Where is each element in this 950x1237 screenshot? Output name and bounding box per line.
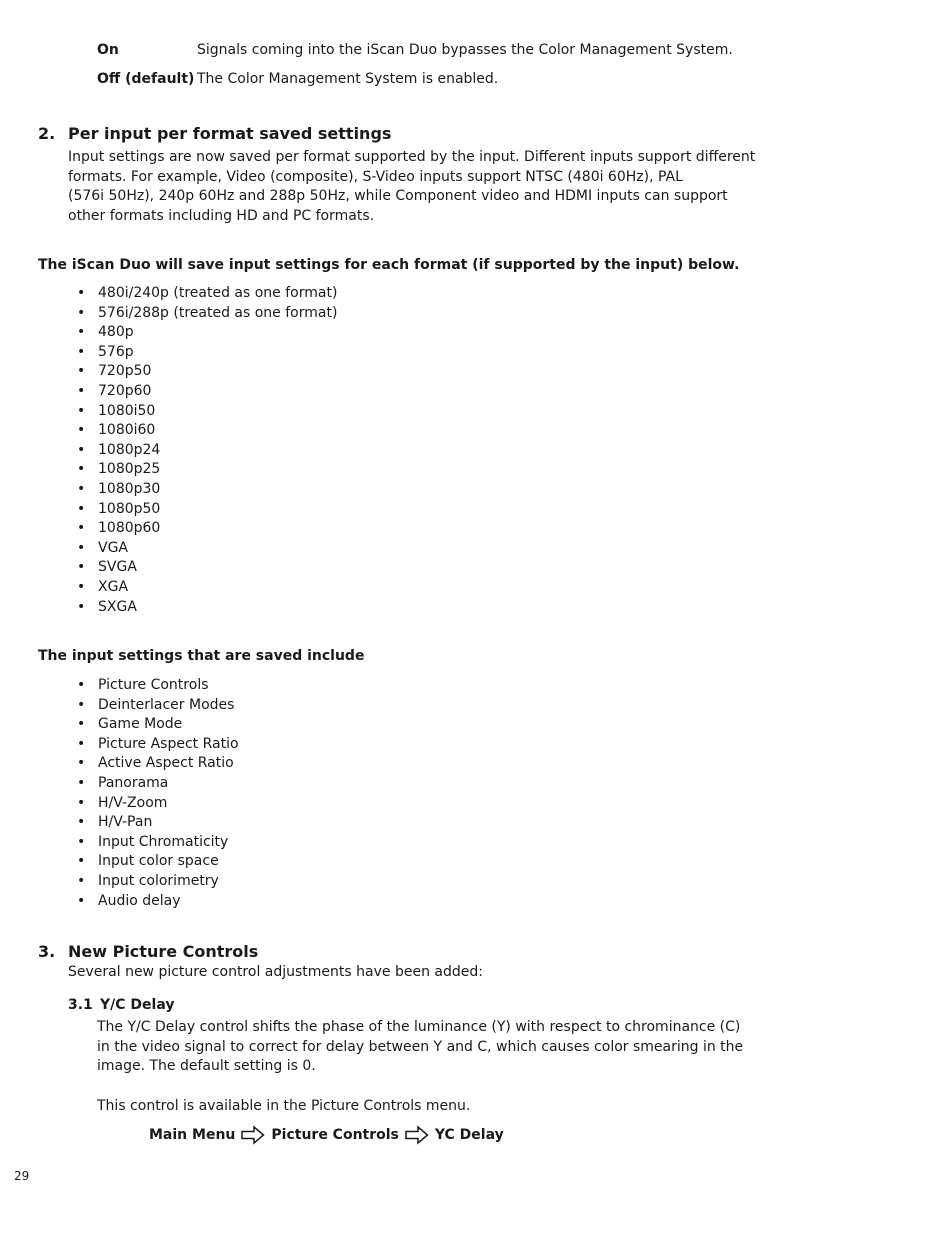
list-item: • Game Mode xyxy=(77,715,239,735)
formats-list xyxy=(77,284,337,617)
list-item: • 1080p60 xyxy=(77,519,337,539)
list-item: • Input colorimetry xyxy=(77,872,239,892)
section-2-paragraph xyxy=(68,148,755,226)
page-number: 29 xyxy=(14,1169,30,1183)
list-item: • 480i/240p (treated as one format) xyxy=(77,284,337,304)
list-item: • 720p50 xyxy=(77,362,337,382)
section-3-title: New Picture Controls xyxy=(68,942,259,961)
settings-list xyxy=(77,676,239,911)
list-item: • Input color space xyxy=(77,852,239,872)
subsection-number: 3.1 xyxy=(68,997,93,1013)
list-item: • Active Aspect Ratio xyxy=(77,754,239,774)
menu-path xyxy=(149,1125,504,1145)
menu-path-step: Main Menu xyxy=(149,1127,236,1143)
list-item: • H/V-Zoom xyxy=(77,794,239,814)
list-item: • H/V-Pan xyxy=(77,813,239,833)
list-item: • 1080p24 xyxy=(77,441,337,461)
list-item: • 480p xyxy=(77,323,337,343)
list-item: • 720p60 xyxy=(77,382,337,402)
list-item: • 1080p30 xyxy=(77,480,337,500)
list-item: • 1080p25 xyxy=(77,460,337,480)
list-item: • Picture Controls xyxy=(77,676,239,696)
menu-path-step: Picture Controls xyxy=(271,1127,399,1143)
subsection-paragraph xyxy=(97,1018,743,1077)
section-2-number: 2. xyxy=(38,124,56,143)
list-item: • Input Chromaticity xyxy=(77,833,239,853)
list-item: • VGA xyxy=(77,539,337,559)
paragraph-line: in the video signal to correct for delay between Y and C, which causes color smearing in the xyxy=(97,1038,744,1055)
right-arrow-outline-icon xyxy=(241,1125,265,1145)
option-label: Off (default) xyxy=(97,71,195,87)
list-item: • 576p xyxy=(77,343,337,363)
option-description: The Color Management System is enabled. xyxy=(197,71,499,87)
paragraph-line: other formats including HD and PC formats. xyxy=(68,207,375,224)
list-item: • SVGA xyxy=(77,558,337,578)
option-description: Signals coming into the iScan Duo bypasses the Color Management System. xyxy=(197,42,733,58)
menu-path-step: YC Delay xyxy=(434,1127,504,1143)
availability-note: This control is available in the Picture Controls menu. xyxy=(97,1098,471,1114)
paragraph-line: image. The default setting is 0. xyxy=(97,1058,316,1074)
list-item: • 1080p50 xyxy=(77,500,337,520)
section-3-intro: Several new picture control adjustments have been added: xyxy=(68,964,483,980)
right-arrow-outline-icon xyxy=(405,1125,429,1145)
list-item: • XGA xyxy=(77,578,337,598)
list-item: • Panorama xyxy=(77,774,239,794)
paragraph-line: formats. For example, Video (composite), S-Video inputs support NTSC (480i 60Hz), PAL xyxy=(68,168,683,185)
paragraph-line: Input settings are now saved per format supported by the input. Different inputs support different xyxy=(68,149,756,165)
section-2-title: Per input per format saved settings xyxy=(68,124,392,143)
list-item: • SXGA xyxy=(77,598,337,618)
paragraph-line: The Y/C Delay control shifts the phase of the luminance (Y) with respect to chrominance (C) xyxy=(97,1019,741,1035)
list-item: • 1080i50 xyxy=(77,402,337,422)
list-item: • Picture Aspect Ratio xyxy=(77,735,239,755)
subsection-title: Y/C Delay xyxy=(100,997,175,1013)
list-item: • Audio delay xyxy=(77,892,239,912)
paragraph-line: (576i 50Hz), 240p 60Hz and 288p 50Hz, while Component video and HDMI inputs can support xyxy=(68,188,728,204)
option-label: On xyxy=(97,42,119,58)
settings-heading: The input settings that are saved include xyxy=(38,648,365,664)
section-3-number: 3. xyxy=(38,942,56,961)
list-item: • 576i/288p (treated as one format) xyxy=(77,304,337,324)
list-item: • 1080i60 xyxy=(77,421,337,441)
list-item: • Deinterlacer Modes xyxy=(77,696,239,716)
formats-heading: The iScan Duo will save input settings for each format (if supported by the input) below. xyxy=(38,257,740,273)
